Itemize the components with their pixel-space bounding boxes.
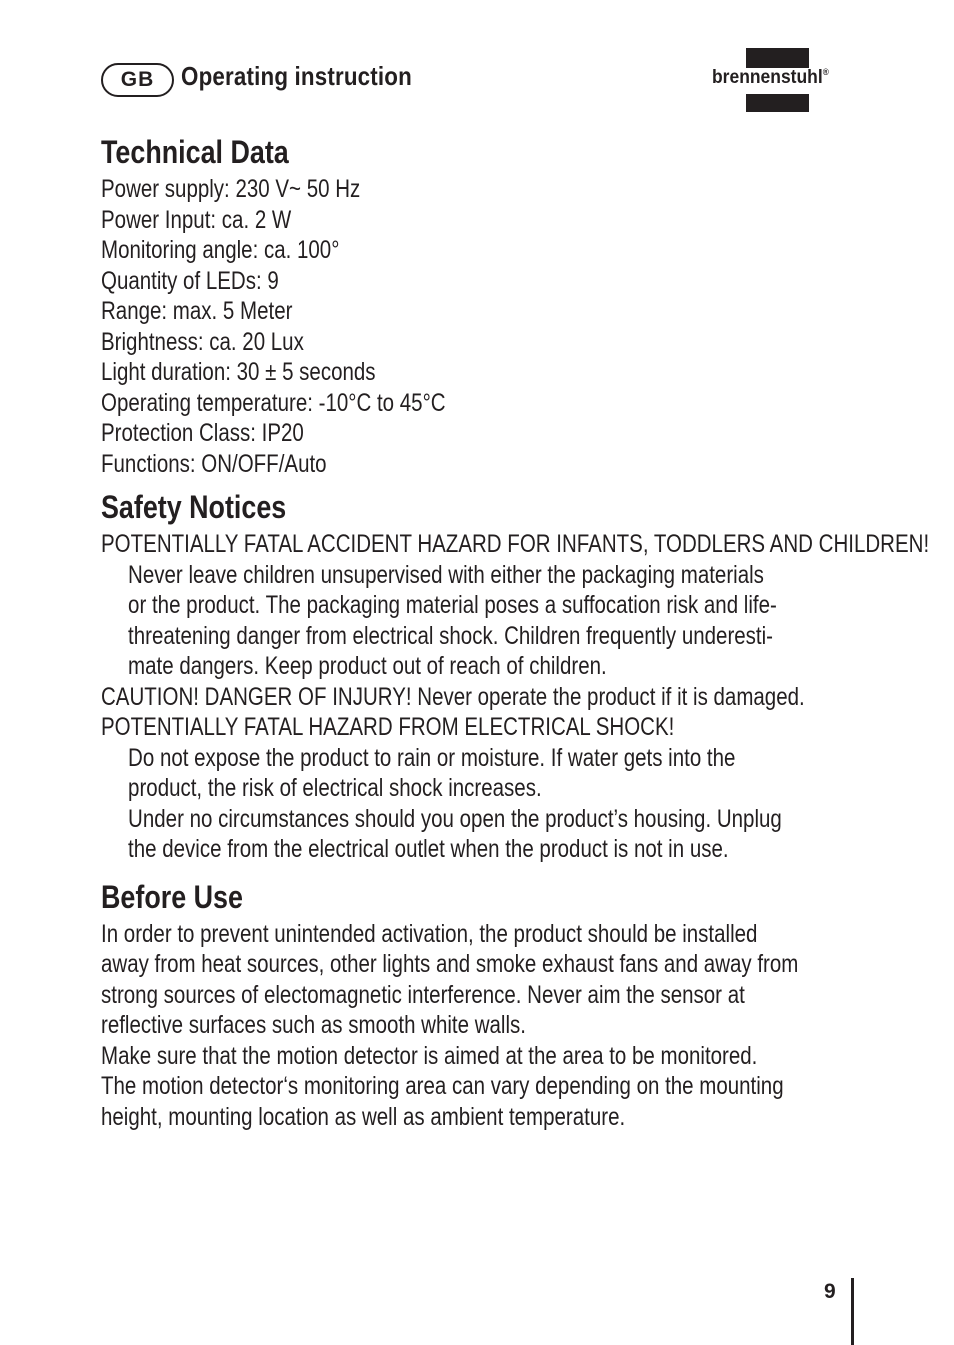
before-use-text (101, 919, 861, 1133)
paragraph-line: reflective surfaces such as smooth white walls. (101, 1011, 526, 1039)
safety-notices-heading: Safety Notices (101, 489, 287, 525)
spec-line: Quantity of LEDs: 9 (101, 266, 279, 295)
brand-logo (712, 48, 862, 114)
warning-line: CAUTION! DANGER OF INJURY! Never operate the product if it is damaged. (101, 682, 805, 711)
safety-notices-section (101, 487, 930, 865)
brand-wordmark (712, 67, 829, 89)
notice-line: Do not expose the product to rain or moisture. If water gets into the (128, 743, 736, 772)
notice-line: the device from the electrical outlet when the product is not in use. (128, 835, 729, 863)
technical-data-list (101, 174, 861, 479)
spec-line: Monitoring angle: ca. 100° (101, 236, 340, 264)
spec-line: Power supply: 230 V~ 50 Hz (101, 175, 361, 203)
before-use-heading: Before Use (101, 878, 243, 915)
paragraph-line: In order to prevent unintended activation, the product should be installed (101, 919, 758, 948)
paragraph-line: away from heat sources, other lights and smoke exhaust fans and away from (101, 950, 799, 978)
registered-mark: ® (822, 67, 829, 77)
spec-line: Range: max. 5 Meter (101, 297, 293, 325)
paragraph-line: height, mounting location as well as ambient temperature. (101, 1102, 626, 1131)
notice-line: Never leave children unsupervised with either the packaging materials (128, 560, 764, 589)
header-title: Operating instruction (181, 61, 412, 91)
paragraph-line: Make sure that the motion detector is aimed at the area to be monitored. (101, 1041, 758, 1070)
spec-line: Brightness: ca. 20 Lux (101, 327, 304, 356)
brand-name: brennenstuhl (712, 67, 823, 88)
notice-line: product, the risk of electrical shock increases. (128, 774, 542, 802)
paragraph-line: The motion detector‘s monitoring area can vary depending on the mounting (101, 1072, 784, 1100)
spec-line: Light duration: 30 ± 5 seconds (101, 358, 376, 386)
safety-notices-text (101, 529, 930, 865)
notice-line: Under no circumstances should you open the product’s housing. Unplug (128, 804, 782, 833)
page-number: 9 (824, 1280, 836, 1303)
spec-line: Operating temperature: -10°C to 45°C (101, 388, 446, 417)
spec-line: Protection Class: IP20 (101, 419, 304, 447)
notice-line: threatening danger from electrical shock. Children frequently underesti- (128, 621, 774, 650)
paragraph-line: strong sources of electomagnetic interference. Never aim the sensor at (101, 980, 745, 1009)
logo-bar-top (746, 48, 809, 68)
technical-data-heading: Technical Data (101, 134, 289, 170)
warning-line: POTENTIALLY FATAL HAZARD FROM ELECTRICAL SHOCK! (101, 713, 675, 741)
spec-line: Functions: ON/OFF/Auto (101, 449, 327, 478)
page-number-rule (851, 1278, 854, 1345)
warning-line: POTENTIALLY FATAL ACCIDENT HAZARD FOR INFANTS, TODDLERS AND CHILDREN! (101, 530, 930, 558)
notice-line: mate dangers. Keep product out of reach of children. (128, 652, 607, 680)
before-use-section (101, 877, 861, 1133)
spec-line: Power Input: ca. 2 W (101, 205, 292, 234)
technical-data-section (101, 132, 861, 479)
page-content (101, 132, 930, 1132)
notice-line: or the product. The packaging material poses a suffocation risk and life- (128, 591, 777, 619)
logo-bar-bottom (746, 94, 809, 112)
language-badge: GB (101, 63, 174, 97)
